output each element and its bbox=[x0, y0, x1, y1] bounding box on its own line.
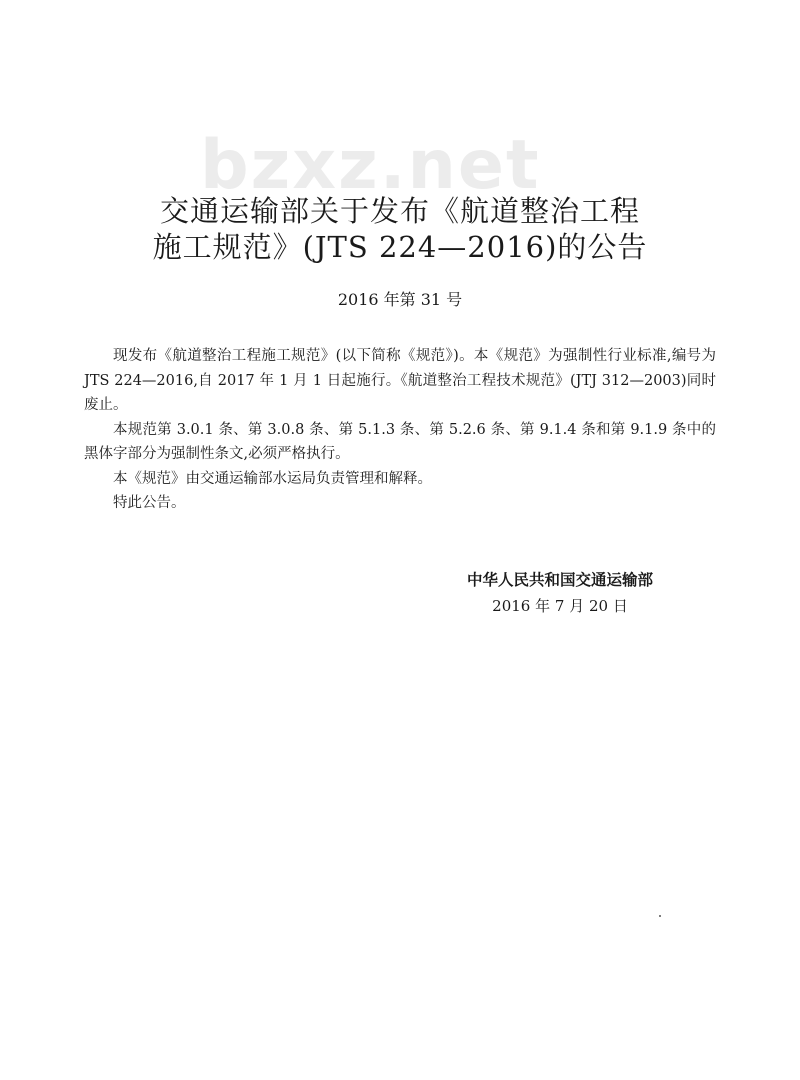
scan-speck bbox=[659, 915, 661, 917]
notice-title-line-1: 交通运输部关于发布《航道整治工程 bbox=[159, 194, 640, 228]
notice-title-line-2: 施工规范》(JTS 224—2016)的公告 bbox=[152, 230, 648, 264]
watermark: bzxz.net bbox=[200, 126, 541, 205]
paragraph-publication: 现发布《航道整治工程施工规范》(以下简称《规范》)。本《规范》为强制性行业标准,编号为 JTS 224—2016,自 2017 年 1 月 1 日起施行。《航道整治工程技术规范》(JTJ 312—2003)同时废止。 bbox=[84, 348, 716, 413]
document-number: 2016 年第 31 号 bbox=[337, 290, 463, 309]
paragraph-mandatory-clauses: 本规范第 3.0.1 条、第 3.0.8 条、第 5.1.3 条、第 5.2.6 条、第 9.1.4 条和第 9.1.9 条中的黑体字部分为强制性条文,必须严格执行。 bbox=[84, 421, 716, 462]
notice-body bbox=[84, 344, 716, 516]
issuing-authority: 中华人民共和国交通运输部 bbox=[466, 571, 653, 589]
paragraph-administration: 本《规范》由交通运输部水运局负责管理和解释。 bbox=[113, 470, 432, 487]
paragraph-closing: 特此公告。 bbox=[113, 495, 186, 511]
issue-date: 2016 年 7 月 20 日 bbox=[492, 597, 628, 615]
